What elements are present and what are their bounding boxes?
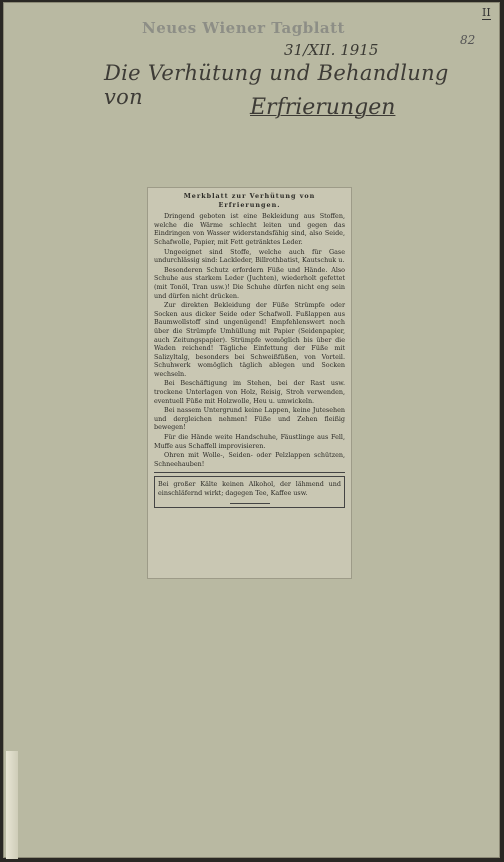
newspaper-stamp: Neues Wiener Tagblatt — [142, 19, 345, 37]
archive-sheet — [3, 2, 500, 858]
handwritten-title-line2: Erfrierungen — [250, 95, 396, 120]
divider — [154, 472, 345, 473]
handwritten-title-line1: Die Verhütung und Behandlung von — [104, 61, 449, 109]
clipping-paragraph: Ungeeignet sind Stoffe, welche auch für Gase undurchlässig sind: Lackleder, Billrothbatist, Kautschuk u. — [154, 247, 345, 265]
boxed-note — [154, 476, 345, 507]
handwritten-date: 31/XII. 1915 — [284, 41, 379, 59]
clipping-paragraph: Bei nassem Untergrund keine Lappen, keine Jutesehen und dergleichen nehmen! Füße und Zehen fleißig bewegen! — [154, 406, 345, 432]
clipping-paragraph: Bei Beschäftigung im Stehen, bei der Rast usw. trockene Unterlagen von Holz, Reisig, Stroh verwenden, eventuell Füße mit Holzwolle, Heu u. umwickeln. — [154, 379, 345, 405]
clipping-paragraph: Besonderen Schutz erfordern Füße und Hände. Also Schuhe aus starkem Leder (Juchten), wiederholt gefettet (mit Tonöl, Tran usw.)! Die Schuhe dürfen nicht eng sein und dürfen nicht drücken. — [154, 265, 345, 300]
end-rule — [230, 503, 270, 504]
corner-number: II — [482, 6, 491, 19]
clipping-title: Merkblatt zur Verhütung von Erfrierungen. — [183, 192, 316, 209]
clipping-paragraph: Dringend geboten ist eine Bekleidung aus Stoffen, welche die Wärme schlecht leiten und gegen das Eindringen von Wasser widerstandsfähig sind, also Seide, Schafwolle, Papier, mit Fett getränktes Leder. — [154, 212, 345, 246]
newspaper-clipping — [147, 187, 352, 579]
clipping-paragraph: Ohren mit Wolle-, Seiden- oder Pelzlappen schützen, Schneehauben! — [154, 451, 345, 468]
paper-fold — [6, 751, 18, 859]
clipping-paragraph: Für die Hände weite Handschuhe, Fäustlinge aus Fell, Muffe aus Schaffell improvisieren. — [154, 433, 345, 450]
boxed-note-text: Bei großer Kälte keinen Alkohol, der lähmend und einschläfernd wirkt; dagegen Tee, Kaffee usw. — [158, 480, 341, 497]
clipping-paragraph: Zur direkten Bekleidung der Füße Strümpfe oder Socken aus dicker Seide oder Schafwoll. Fußlappen aus Baumwollstoff sind ungenügend! Empfehlenswert noch über die Strümpfe Umhüllung mit Papier (Seidenpapier, auch Zeitungspapier). Strümpfe womöglich bis über die Waden reichend! Tägliche Einfettung der Füße mit Salizyltalg, besonders bei Schweißfüßen, von Vorteil. Schuhwerk womöglich täglich ablegen und Socken wechseln. — [154, 301, 345, 378]
page-number: 82 — [460, 33, 476, 47]
